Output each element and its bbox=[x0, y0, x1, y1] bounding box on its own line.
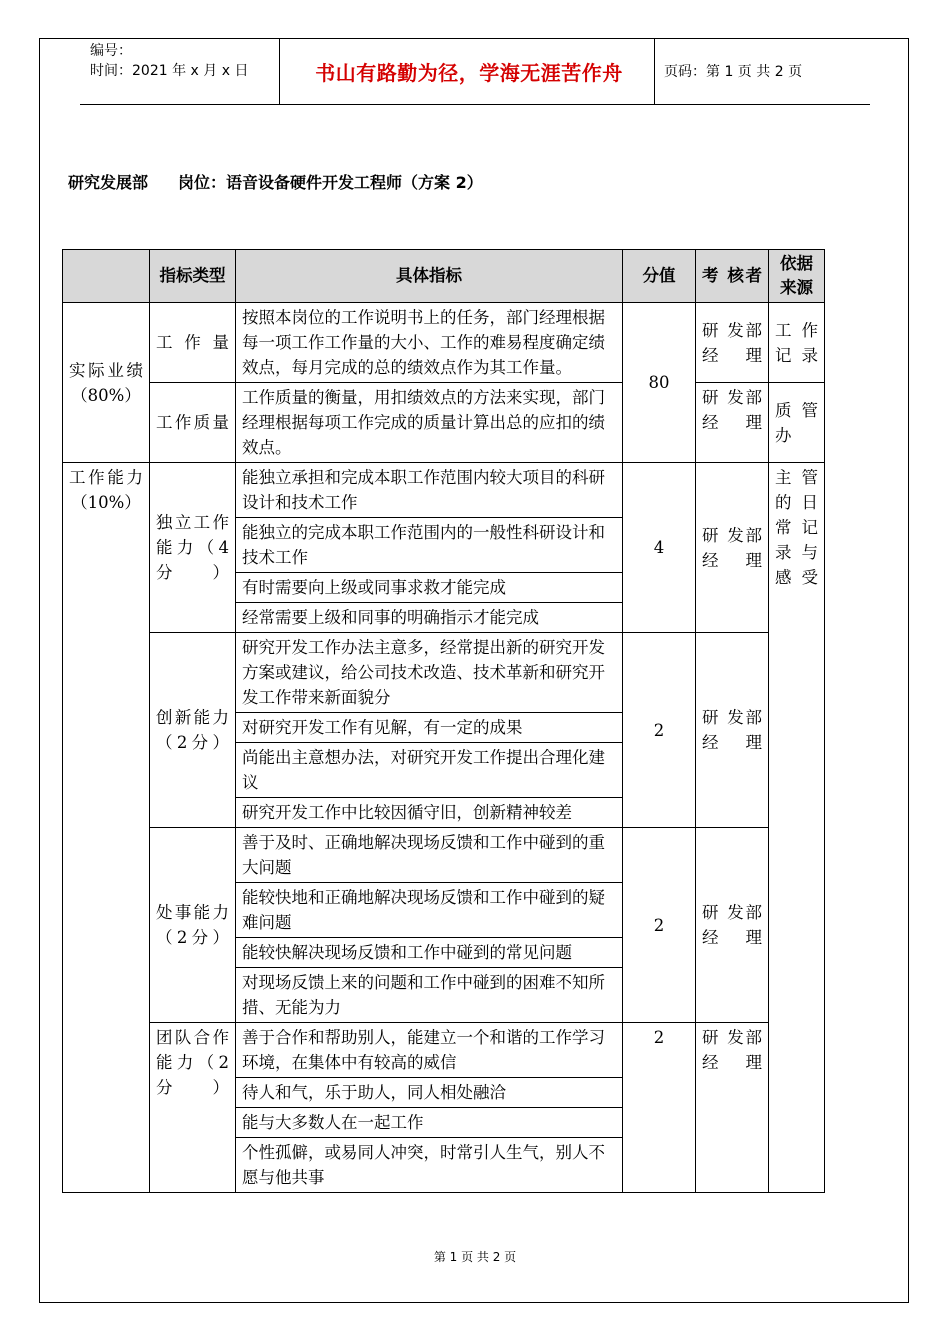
assessor-cell: 研 发部经理 bbox=[696, 383, 769, 463]
assessor-cell: 研 发部经理 bbox=[696, 633, 769, 828]
indicator-text: 研究开发工作办法主意多，经常提出新的研究开发方案或建议，给公司技术改造、技术革新和研究开发工作带来新面貌分 bbox=[236, 633, 623, 713]
indicator-text: 对研究开发工作有见解，有一定的成果 bbox=[236, 713, 623, 743]
header-bottom-rule bbox=[80, 104, 870, 105]
header-type: 指标类型 bbox=[150, 250, 236, 303]
indicator-text: 研究开发工作中比较因循守旧，创新精神较差 bbox=[236, 798, 623, 828]
category-percent: （80%） bbox=[71, 385, 141, 405]
score-cell: 2 bbox=[623, 828, 696, 1023]
header-divider bbox=[654, 38, 655, 104]
indicator-text: 能较快地和正确地解决现场反馈和工作中碰到的疑难问题 bbox=[236, 883, 623, 938]
sub-independent: 独立工作能力（4分） bbox=[150, 463, 236, 633]
category-label: 工作能力 bbox=[69, 468, 143, 487]
indicator-text: 能独立承担和完成本职工作范围内较大项目的科研设计和技术工作 bbox=[236, 463, 623, 518]
header-score: 分值 bbox=[623, 250, 696, 303]
header-blank bbox=[63, 250, 150, 303]
header-motto: 书山有路勤为径，学海无涯苦作舟 bbox=[315, 60, 623, 85]
indicator-text: 能较快解决现场反馈和工作中碰到的常见问题 bbox=[236, 938, 623, 968]
score-cell: 2 bbox=[623, 1023, 696, 1193]
header-source: 依据来源 bbox=[769, 250, 825, 303]
header-divider bbox=[279, 38, 280, 104]
score-cell: 4 bbox=[623, 463, 696, 633]
category-performance bbox=[63, 303, 150, 463]
header-assessor: 考 核者 bbox=[696, 250, 769, 303]
table-row bbox=[63, 633, 825, 713]
assessor-cell: 研 发部经理 bbox=[696, 828, 769, 1023]
score-cell: 2 bbox=[623, 633, 696, 828]
department-name: 研究发展部 bbox=[68, 173, 149, 192]
assessor-cell: 研 发部经理 bbox=[696, 1023, 769, 1193]
indicator-text: 尚能出主意想办法，对研究开发工作提出合理化建议 bbox=[236, 743, 623, 798]
category-ability bbox=[63, 463, 150, 1193]
header-page-info: 页码：第 1 页 共 2 页 bbox=[664, 64, 803, 80]
indicator-text: 经常需要上级和同事的明确指示才能完成 bbox=[236, 603, 623, 633]
table-row bbox=[63, 1023, 825, 1078]
doc-time: 时间：2021 年 x 月 x 日 bbox=[90, 63, 249, 79]
header-indicator: 具体指标 bbox=[236, 250, 623, 303]
sub-quality: 工作质量 bbox=[150, 383, 236, 463]
category-percent: （10%） bbox=[71, 493, 141, 512]
indicator-text: 对现场反馈上来的问题和工作中碰到的困难不知所措、无能为力 bbox=[236, 968, 623, 1023]
indicator-text: 工作质量的衡量，用扣绩效点的方法来实现，部门经理根据每项工作完成的质量计算出总的应扣的绩效点。 bbox=[236, 383, 623, 463]
sub-handling: 处事能力（2分） bbox=[150, 828, 236, 1023]
category-label: 实际业绩 bbox=[69, 360, 143, 380]
source-cell: 工作记录 bbox=[769, 303, 825, 383]
header-meta bbox=[90, 41, 248, 81]
indicator-text: 善于及时、正确地解决现场反馈和工作中碰到的重大问题 bbox=[236, 828, 623, 883]
assessor-cell: 研 发部经理 bbox=[696, 463, 769, 633]
score-cell: 80 bbox=[623, 303, 696, 463]
indicator-text: 个性孤僻，或易同人冲突，时常引人生气，别人不愿与他共事 bbox=[236, 1138, 623, 1193]
sub-workload: 工作量 bbox=[150, 303, 236, 383]
table-row bbox=[63, 463, 825, 518]
table-row bbox=[63, 383, 825, 463]
table-header-row bbox=[63, 250, 825, 303]
indicator-text: 能独立的完成本职工作范围内的一般性科研设计和技术工作 bbox=[236, 518, 623, 573]
table-row bbox=[63, 303, 825, 383]
source-cell-empty bbox=[769, 633, 825, 1193]
sub-innovation: 创新能力（2分） bbox=[150, 633, 236, 828]
table-row bbox=[63, 828, 825, 883]
indicator-text: 待人和气，乐于助人，同人相处融洽 bbox=[236, 1078, 623, 1108]
indicator-text: 善于合作和帮助别人，能建立一个和谐的工作学习环境，在集体中有较高的威信 bbox=[236, 1023, 623, 1078]
source-cell: 质管办 bbox=[769, 383, 825, 463]
page-footer: 第 1 页 共 2 页 bbox=[433, 1250, 517, 1264]
kpi-table bbox=[62, 249, 825, 1193]
indicator-text: 能与大多数人在一起工作 bbox=[236, 1108, 623, 1138]
indicator-text: 按照本岗位的工作说明书上的任务，部门经理根据每一项工作工作量的大小、工作的难易程度确定绩效点，每月完成的总的绩效点作为其工作量。 bbox=[236, 303, 623, 383]
section-heading bbox=[68, 170, 483, 193]
sub-teamwork: 团队合作能力（2分） bbox=[150, 1023, 236, 1193]
assessor-cell: 研 发部经理 bbox=[696, 303, 769, 383]
doc-number: 编号： bbox=[90, 43, 132, 59]
source-cell: 主管的日常记录与感受 bbox=[769, 463, 825, 633]
position-title: 岗位：语音设备硬件开发工程师（方案 2） bbox=[178, 173, 483, 192]
indicator-text: 有时需要向上级或同事求救才能完成 bbox=[236, 573, 623, 603]
